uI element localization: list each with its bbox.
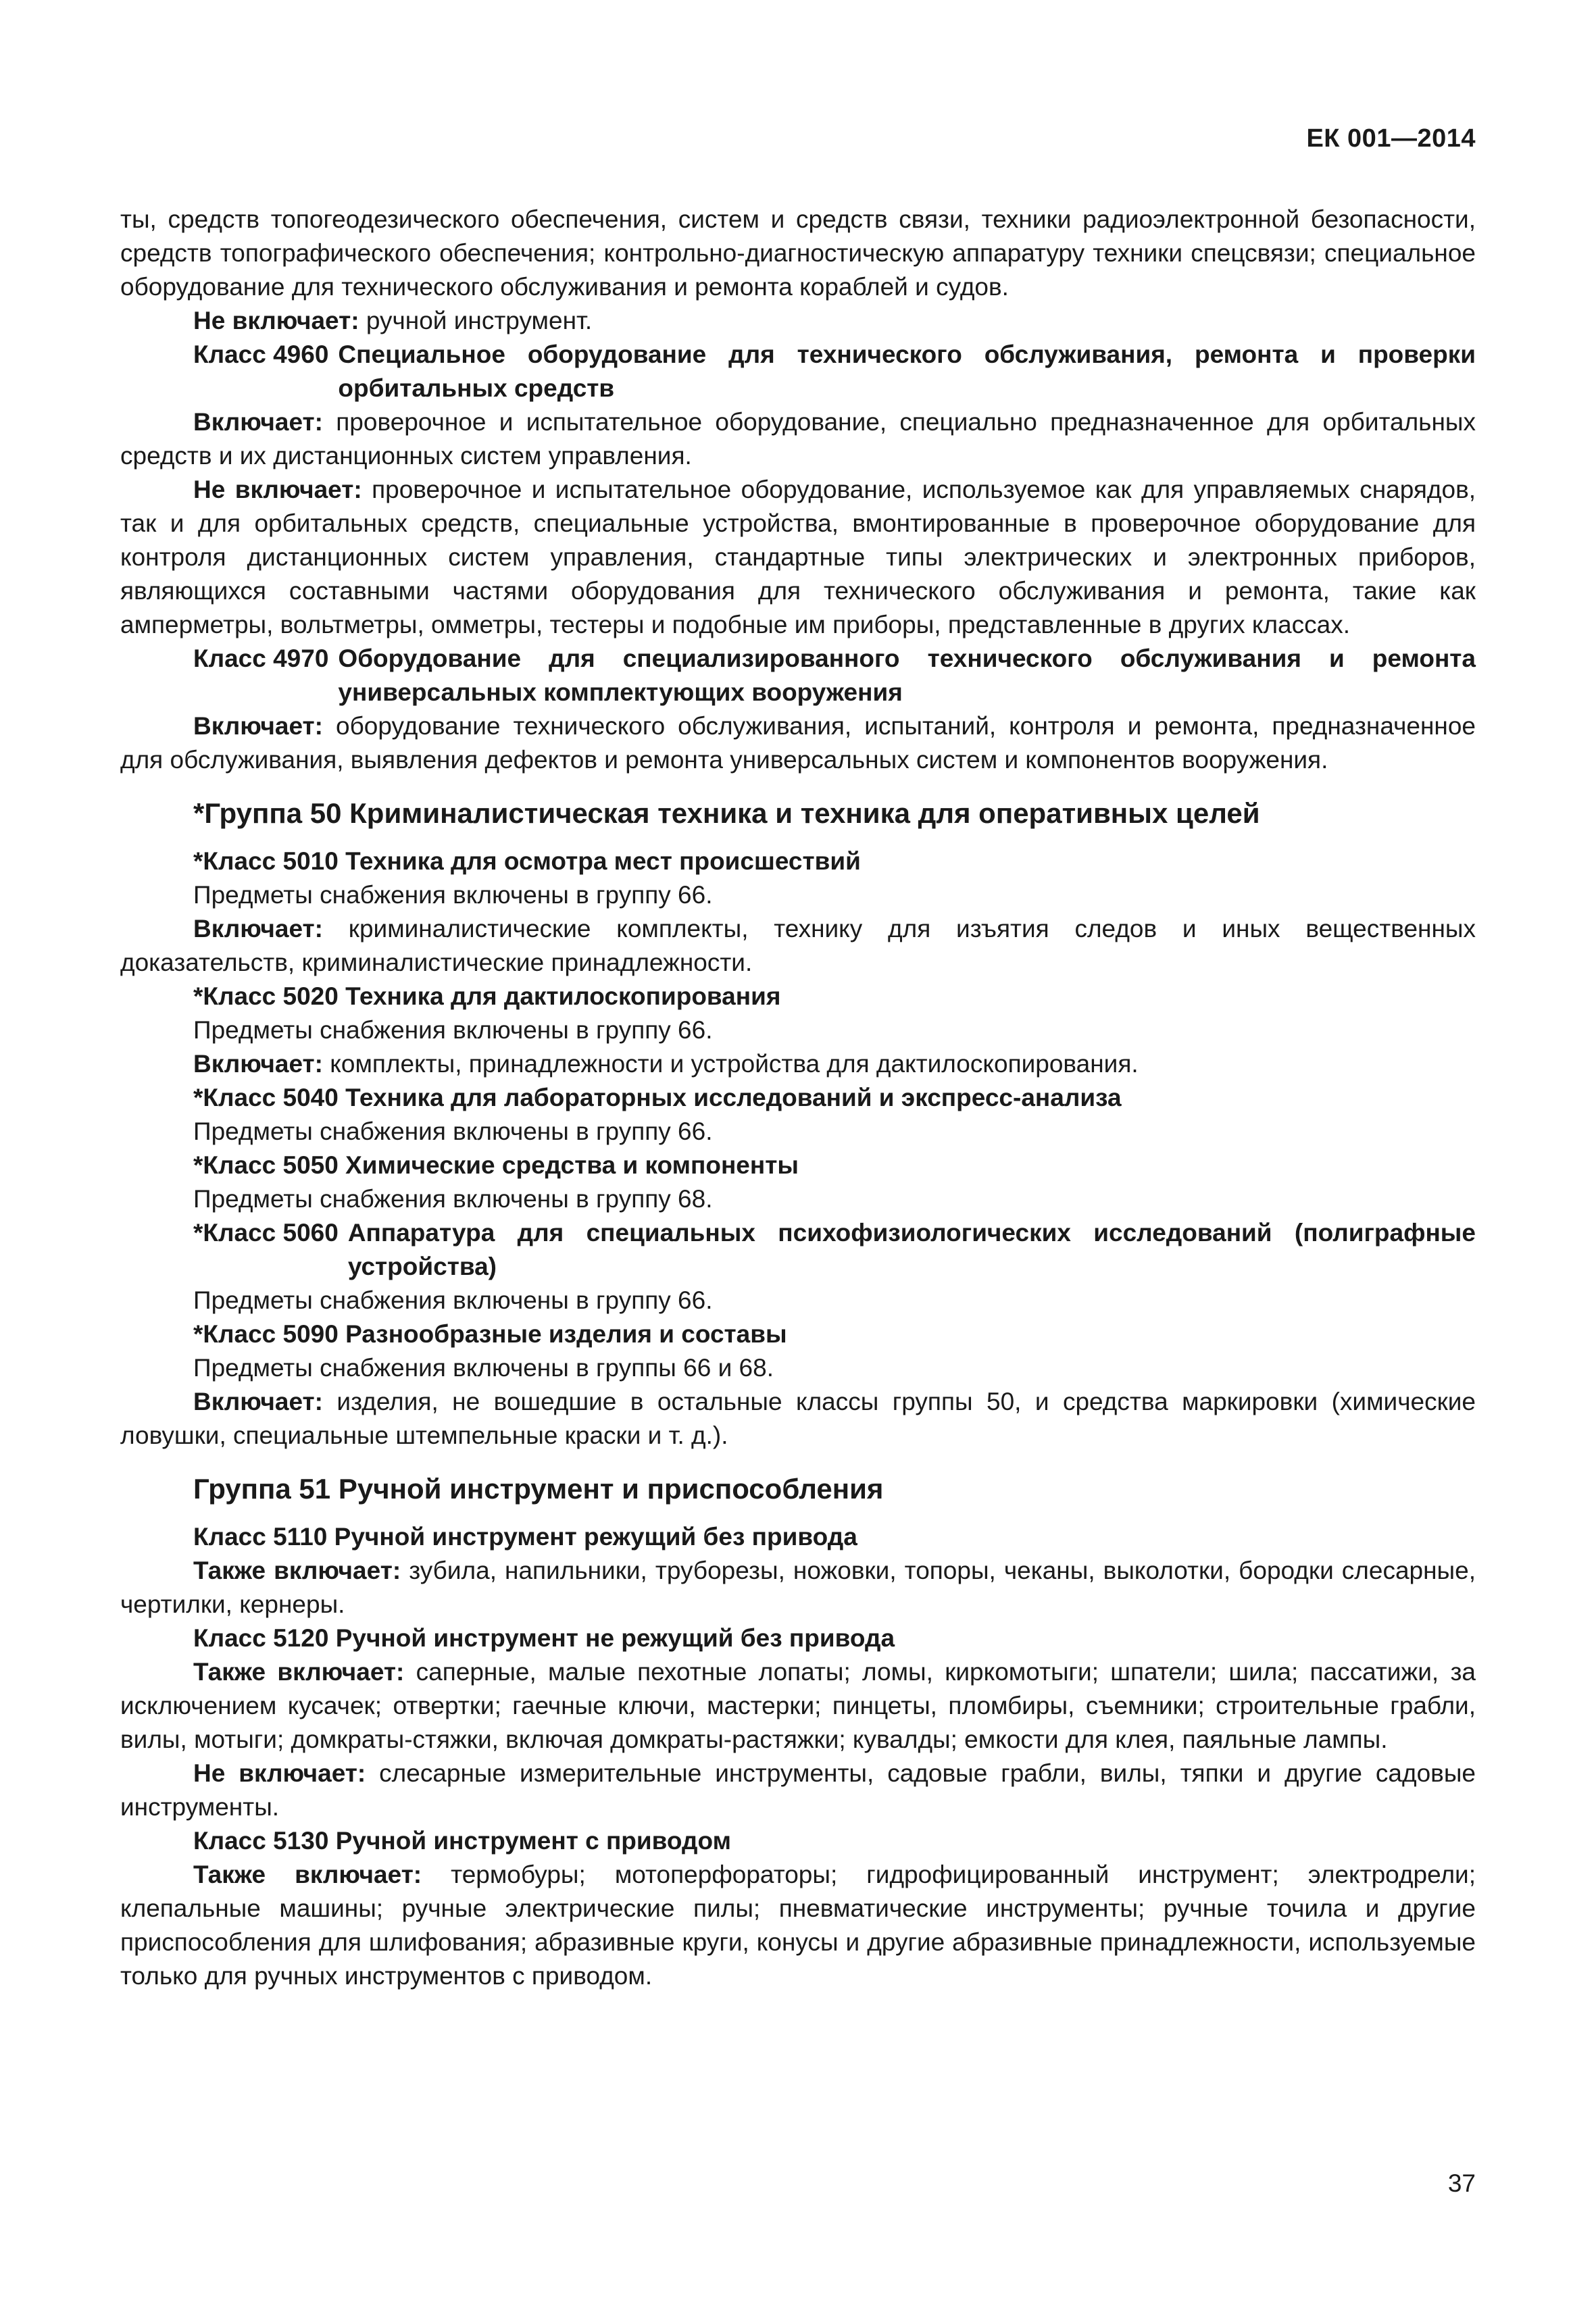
class-5090-includes: [120, 1385, 1476, 1453]
paragraph-continuation: ты, средств топогеодезического обеспечения, систем и средств связи, техники радиоэлектронной безопасности, средств топографического обеспечения; контрольно-диагностическую аппаратуру техники спецсвязи; специальное оборудование для технического обслуживания и ремонта кораблей и судов.: [120, 205, 1476, 301]
class-5020-note: Предметы снабжения включены в группу 66.: [193, 1016, 713, 1044]
includes-text: комплекты, принадлежности и устройства для дактилоскопирования.: [322, 1050, 1139, 1078]
exclusion-text: ручной инструмент.: [359, 307, 593, 334]
class-5020-heading: *Класс 5020 Техника для дактилоскопирования: [193, 982, 781, 1010]
class-title: Оборудование для специализированного технического обслуживания и ремонта универсальных комплектующих вооружения: [338, 645, 1476, 706]
label-takzhe-vkluchaet: Также включает:: [193, 1861, 422, 1888]
class-4960-includes: [120, 405, 1476, 473]
also-includes-text: зубила, напильники, труборезы, ножовки, топоры, чеканы, выколотки, бородки слесарные, чертилки, кернеры.: [120, 1557, 1476, 1618]
exclusion-text: слесарные измерительные инструменты, садовые грабли, вилы, тяпки и другие садовые инструменты.: [120, 1759, 1476, 1821]
document-code-header: ЕК 001—2014: [1306, 124, 1476, 153]
label-vkluchaet: Включает:: [193, 915, 323, 942]
label-vkluchaet: Включает:: [193, 1050, 323, 1078]
class-5110-heading: Класс 5110 Ручной инструмент режущий без привода: [193, 1523, 857, 1551]
includes-text: оборудование технического обслуживания, испытаний, контроля и ремонта, предназначенное для обслуживания, выявления дефектов и ремонта универсальных систем и компонентов вооружения.: [120, 712, 1476, 774]
class-5050-heading: *Класс 5050 Химические средства и компоненты: [193, 1151, 799, 1179]
class-5040-heading: *Класс 5040 Техника для лабораторных исследований и экспресс-анализа: [193, 1084, 1122, 1111]
also-includes-text: саперные, малые пехотные лопаты; ломы, киркомотыги; шпатели; шила; пассатижи, за исключением кусачек; отвертки; гаечные ключи, мастерки; пинцеты, пломбиры, съемники; строительные грабли, вилы, мотыги; домкраты-стяжки, включая домкраты-растяжки; кувалды; емкости для клея, паяльные лампы.: [120, 1658, 1476, 1753]
label-vkluchaet: Включает:: [193, 712, 323, 740]
class-5010-heading: *Класс 5010 Техника для осмотра мест происшествий: [193, 847, 861, 875]
page-content: [120, 203, 1476, 1993]
class-5010-includes: [120, 912, 1476, 980]
page-number: 37: [1447, 2169, 1476, 2197]
includes-text: проверочное и испытательное оборудование, специально предназначенное для орбитальных средств и их дистанционных систем управления.: [120, 408, 1476, 470]
group-51-heading: Группа 51 Ручной инструмент и приспособления: [193, 1473, 884, 1505]
class-5050-note: Предметы снабжения включены в группу 68.: [193, 1185, 713, 1213]
class-title: Специальное оборудование для технического обслуживания, ремонта и проверки орбитальных средств: [338, 341, 1476, 402]
also-includes-text: термобуры; мотоперфораторы; гидрофицированный инструмент; электродрели; клепальные машины; ручные электрические пилы; пневматические инструменты; ручные точила и другие приспособления для шлифования; абразивные круги, конусы и другие абразивные принадлежности, используемые только для ручных инструментов с приводом.: [120, 1861, 1476, 1990]
label-ne-vkluchaet: Не включает:: [193, 307, 359, 334]
class-5120-also-includes: [120, 1655, 1476, 1757]
label-vkluchaet: Включает:: [193, 1388, 323, 1415]
class-5110-also-includes: [120, 1554, 1476, 1621]
class-4960-excludes: [120, 473, 1476, 642]
class-5120-heading: Класс 5120 Ручной инструмент не режущий без привода: [193, 1624, 895, 1652]
class-5060-heading: [120, 1216, 1476, 1284]
class-5090-heading: *Класс 5090 Разнообразные изделия и составы: [193, 1320, 787, 1348]
label-vkluchaet: Включает:: [193, 408, 323, 436]
class-code: *Класс 5060: [193, 1219, 339, 1247]
class-5130-heading: Класс 5130 Ручной инструмент с приводом: [193, 1827, 731, 1855]
label-takzhe-vkluchaet: Также включает:: [193, 1658, 405, 1686]
label-ne-vkluchaet: Не включает:: [193, 1759, 366, 1787]
includes-text: изделия, не вошедшие в остальные классы группы 50, и средства маркировки (химические ловушки, специальные штемпельные краски и т. д.).: [120, 1388, 1476, 1449]
class-5130-also-includes: [120, 1858, 1476, 1993]
includes-text: криминалистические комплекты, технику для изъятия следов и иных вещественных доказательств, криминалистические принадлежности.: [120, 915, 1476, 976]
class-5090-note: Предметы снабжения включены в группы 66 и 68.: [193, 1354, 774, 1382]
class-4960-heading: [120, 338, 1476, 405]
class-4970-heading: [120, 642, 1476, 709]
exclusion-text: проверочное и испытательное оборудование, используемое как для управляемых снарядов, так и для орбитальных средств, специальные устройства, вмонтированные в проверочное оборудование для контроля дистанционных систем управления, стандартные типы электрических и электронных приборов, являющихся составными частями оборудования для технического обслуживания и ремонта, такие как амперметры, вольтметры, омметры, тестеры и подобные им приборы, представленные в других классах.: [120, 476, 1476, 638]
class-5120-excludes: [120, 1757, 1476, 1824]
class-title: Аппаратура для специальных психофизиологических исследований (полиграфные устройства): [347, 1219, 1476, 1280]
class-5010-note: Предметы снабжения включены в группу 66.: [193, 881, 713, 909]
class-5020-includes: [120, 1047, 1476, 1081]
label-takzhe-vkluchaet: Также включает:: [193, 1557, 401, 1584]
class-code: Класс 4960: [193, 341, 329, 368]
paragraph-exclusion: [120, 304, 1476, 338]
class-5060-note: Предметы снабжения включены в группу 66.: [193, 1286, 713, 1314]
class-code: Класс 4970: [193, 645, 329, 672]
group-50-heading: *Группа 50 Криминалистическая техника и техника для оперативных целей: [193, 797, 1260, 829]
label-ne-vkluchaet: Не включает:: [193, 476, 362, 503]
class-4970-includes: [120, 709, 1476, 777]
class-5040-note: Предметы снабжения включены в группу 66.: [193, 1117, 713, 1145]
